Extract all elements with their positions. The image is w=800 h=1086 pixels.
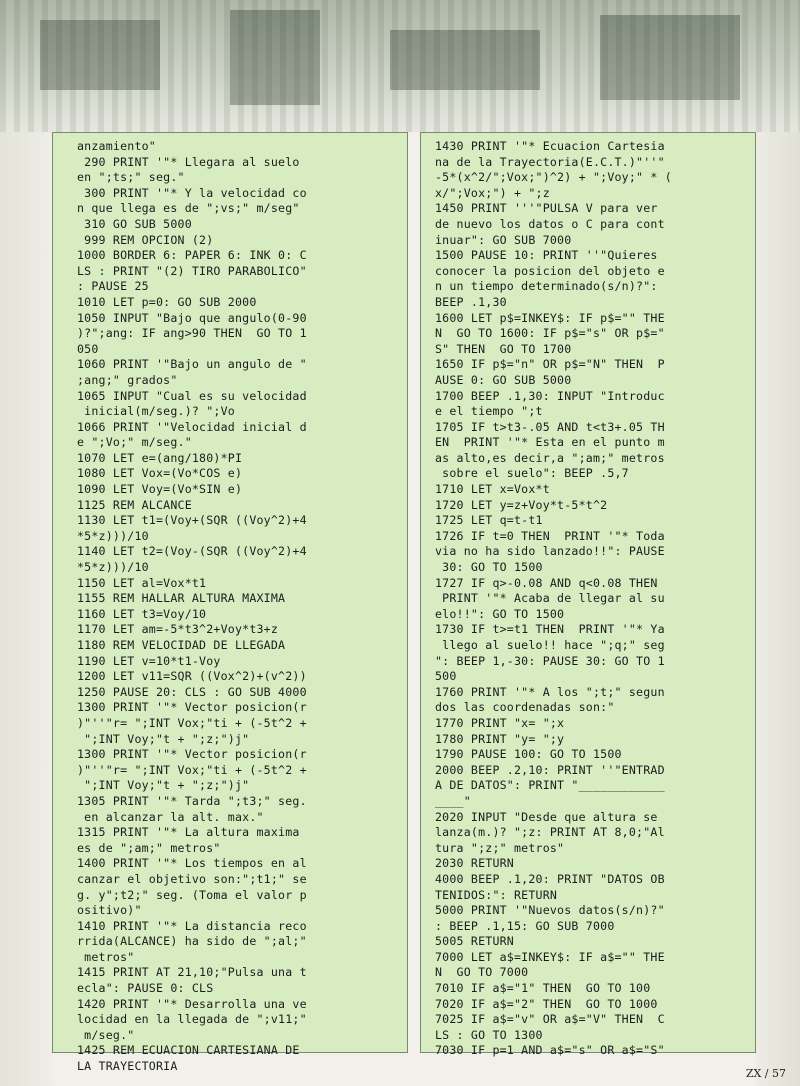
code-line: 999 REM OPCION (2) <box>77 232 214 247</box>
code-line: canzar el objetivo son:";t1;" se <box>77 871 307 886</box>
code-line: inicial(m/seg.)? ";Vo <box>77 404 235 419</box>
code-line: 1125 REM ALCANCE <box>77 497 192 512</box>
code-line: tura ";z;" metros" <box>435 840 565 855</box>
code-line: 1710 LET x=Vox*t <box>435 482 550 497</box>
code-line: inuar": GO SUB 7000 <box>435 232 572 247</box>
code-line: llego al suelo!! hace ";q;" seg <box>435 638 665 652</box>
code-line: 1720 LET y=z+Voy*t-5*t^2 <box>435 497 608 512</box>
code-line: conocer la posicion del objeto e <box>435 263 665 278</box>
code-line: 300 PRINT '"* Y la velocidad co <box>77 185 307 200</box>
background-shape <box>230 10 320 105</box>
code-line: : PAUSE 25 <box>77 279 149 294</box>
code-line: dos las coordenadas son:" <box>435 700 615 715</box>
code-line: 1315 PRINT '"* La altura maxima <box>77 825 300 840</box>
code-line: x/";Vox;") + ";z <box>435 185 550 200</box>
code-line: 1155 REM HALLAR ALTURA MAXIMA <box>77 591 286 606</box>
code-line: BEEP .1,30 <box>435 294 507 309</box>
code-listing-right <box>435 139 672 1059</box>
code-listing-right-column <box>420 132 756 1058</box>
code-line: locidad en la llegada de ";v11;" <box>77 1012 307 1027</box>
code-line: PRINT '"* Acaba de llegar al su <box>435 591 665 606</box>
right-margin-background <box>756 132 800 1086</box>
code-line: anzamiento" <box>77 139 156 153</box>
code-line: 2030 RETURN <box>435 856 514 871</box>
code-line: e el tiempo ";t <box>435 404 543 419</box>
code-line: 1400 PRINT '"* Los tiempos en al <box>77 856 307 871</box>
code-line: A DE DATOS": PRINT "____________ <box>435 778 665 793</box>
code-line: 1080 LET Vox=(Vo*COS e) <box>77 466 243 481</box>
code-line: )"''"r= ";INT Vox;"ti + (-5t^2 + <box>77 715 307 730</box>
code-line: *5*z)))/10 <box>77 560 149 575</box>
code-line: 1150 LET al=Vox*t1 <box>77 575 207 590</box>
code-line: rrida(ALCANCE) ha sido de ";al;" <box>77 934 307 949</box>
code-line: AUSE 0: GO SUB 5000 <box>435 372 572 387</box>
code-line: 1160 LET t3=Voy/10 <box>77 606 207 621</box>
code-line: 7020 IF a$="2" THEN GO TO 1000 <box>435 996 658 1011</box>
code-line: 1420 PRINT '"* Desarrolla una ve <box>77 996 307 1011</box>
code-line: 1500 PAUSE 10: PRINT ''"Quieres <box>435 248 658 263</box>
code-line: en ";ts;" seg." <box>77 170 185 185</box>
code-line: via no ha sido lanzado!!": PAUSE <box>435 544 665 559</box>
code-listing-left <box>77 139 307 1075</box>
code-line: 1060 PRINT '"Bajo un angulo de " <box>77 357 307 372</box>
code-line: 1726 IF t=0 THEN PRINT '"* Toda <box>435 528 665 543</box>
code-line: 1415 PRINT AT 21,10;"Pulsa una t <box>77 965 307 980</box>
code-line: 1300 PRINT '"* Vector posicion(r <box>77 700 307 715</box>
background-shape <box>390 30 540 90</box>
code-line: N GO TO 7000 <box>435 965 529 980</box>
code-line: 1790 PAUSE 100: GO TO 1500 <box>435 747 622 762</box>
code-line: 500 <box>435 669 457 684</box>
code-line: EN PRINT '"* Esta en el punto m <box>435 435 665 450</box>
code-line: LS : PRINT "(2) TIRO PARABOLICO" <box>77 263 307 278</box>
code-line: *5*z)))/10 <box>77 528 149 543</box>
code-line: 1190 LET v=10*t1-Voy <box>77 653 221 668</box>
code-line: 1705 IF t>t3-.05 AND t<t3+.05 TH <box>435 419 665 434</box>
page-number: ZX / 57 <box>745 1067 786 1080</box>
code-line: es de ";am;" metros" <box>77 840 221 855</box>
code-line: de nuevo los datos o C para cont <box>435 216 665 231</box>
code-line: 1140 LET t2=(Voy-(SQR ((Voy^2)+4 <box>77 544 307 559</box>
code-line: 1410 PRINT '"* La distancia reco <box>77 918 307 933</box>
code-line: 1050 INPUT "Bajo que angulo(0-90 <box>77 310 307 325</box>
code-line: e ";Vo;" m/seg." <box>77 435 192 450</box>
code-line: )?";ang: IF ang>90 THEN GO TO 1 <box>77 326 307 341</box>
code-line: S" THEN GO TO 1700 <box>435 341 572 356</box>
code-line: 4000 BEEP .1,20: PRINT "DATOS OB <box>435 871 665 886</box>
code-line: metros" <box>77 949 135 964</box>
code-line: en alcanzar la alt. max." <box>77 809 264 824</box>
left-margin-background <box>0 132 52 1086</box>
code-line: : BEEP .1,15: GO SUB 7000 <box>435 918 615 933</box>
code-line: 1700 BEEP .1,30: INPUT "Introduc <box>435 388 665 403</box>
code-line: TENIDOS:": RETURN <box>435 887 558 902</box>
background-shape <box>40 20 160 90</box>
code-listing-left-column <box>52 132 408 1074</box>
code-line: n un tiempo determinado(s/n)?": <box>435 279 658 294</box>
code-line: 7000 LET a$=INKEY$: IF a$="" THE <box>435 949 665 964</box>
code-line: LS : GO TO 1300 <box>435 1027 543 1042</box>
code-line: 5005 RETURN <box>435 934 514 949</box>
code-line: n que llega es de ";vs;" m/seg" <box>77 201 300 216</box>
code-line: 1130 LET t1=(Voy+(SQR ((Voy^2)+4 <box>77 513 307 528</box>
code-line: 1000 BORDER 6: PAPER 6: INK 0: C <box>77 248 307 263</box>
code-line: 1727 IF q>-0.08 AND q<0.08 THEN <box>435 575 658 590</box>
code-line: 1770 PRINT "x= ";x <box>435 715 565 730</box>
code-line: na de la Trayectoria(E.C.T.)"''" <box>435 154 665 169</box>
code-line: ositivo)" <box>77 903 142 918</box>
code-line: sobre el suelo": BEEP .5,7 <box>435 466 629 481</box>
code-line: 1430 PRINT '"* Ecuacion Cartesia <box>435 139 665 153</box>
code-line: 1065 INPUT "Cual es su velocidad <box>77 388 307 403</box>
code-line: N GO TO 1600: IF p$="s" OR p$=" <box>435 326 665 341</box>
code-line: as alto,es decir,a ";am;" metros <box>435 450 665 465</box>
code-line: 1200 LET v11=SQR ((Vox^2)+(v^2)) <box>77 669 307 684</box>
code-line: m/seg." <box>77 1027 135 1042</box>
code-line: ": BEEP 1,-30: PAUSE 30: GO TO 1 <box>435 653 665 668</box>
code-line: 1090 LET Voy=(Vo*SIN e) <box>77 482 243 497</box>
code-line: 7025 IF a$="v" OR a$="V" THEN C <box>435 1012 665 1027</box>
code-line: 1650 IF p$="n" OR p$="N" THEN P <box>435 357 665 372</box>
code-line: 1425 REM ECUACION CARTESIANA DE <box>77 1043 300 1058</box>
code-line: 1725 LET q=t-t1 <box>435 513 543 528</box>
code-line: 1180 REM VELOCIDAD DE LLEGADA <box>77 638 286 652</box>
code-line: g. y";t2;" seg. (Toma el valor p <box>77 887 307 902</box>
code-line: 1450 PRINT '''"PULSA V para ver <box>435 201 658 216</box>
code-line: ____" <box>435 793 471 808</box>
code-line: ecla": PAUSE 0: CLS <box>77 981 214 996</box>
background-shape <box>600 15 740 100</box>
code-line: -5*(x^2/";Vox;")^2) + ";Voy;" * ( <box>435 170 672 185</box>
code-line: 2000 BEEP .2,10: PRINT ''"ENTRAD <box>435 762 665 777</box>
code-line: 1730 IF t>=t1 THEN PRINT '"* Ya <box>435 622 665 637</box>
code-line: 2020 INPUT "Desde que altura se <box>435 809 658 824</box>
code-line: 1070 LET e=(ang/180)*PI <box>77 450 243 465</box>
code-line: lanza(m.)? ";z: PRINT AT 8,0;"Al <box>435 825 665 840</box>
code-line: 1600 LET p$=INKEY$: IF p$="" THE <box>435 310 665 325</box>
code-line: )"''"r= ";INT Vox;"ti + (-5t^2 + <box>77 762 307 777</box>
code-line: 310 GO SUB 5000 <box>77 216 192 231</box>
code-line: 5000 PRINT '"Nuevos datos(s/n)?" <box>435 903 665 918</box>
code-line: 1170 LET am=-5*t3^2+Voy*t3+z <box>77 622 279 637</box>
code-line: 1250 PAUSE 20: CLS : GO SUB 4000 <box>77 684 307 699</box>
top-photo-background <box>0 0 800 132</box>
code-line: ;ang;" grados" <box>77 372 178 387</box>
code-line: ";INT Voy;"t + ";z;")j" <box>77 731 250 746</box>
code-line: ";INT Voy;"t + ";z;")j" <box>77 778 250 793</box>
code-line: 7010 IF a$="1" THEN GO TO 100 <box>435 981 651 996</box>
code-line: 1300 PRINT '"* Vector posicion(r <box>77 747 307 762</box>
code-line: 7030 IF p=1 AND a$="s" OR a$="S" <box>435 1043 665 1058</box>
code-line: 050 <box>77 341 99 356</box>
code-line: 30: GO TO 1500 <box>435 560 543 575</box>
code-line: 290 PRINT '"* Llegara al suelo <box>77 154 300 169</box>
code-line: 1760 PRINT '"* A los ";t;" segun <box>435 684 665 699</box>
code-line: 1305 PRINT '"* Tarda ";t3;" seg. <box>77 793 307 808</box>
code-line: elo!!": GO TO 1500 <box>435 606 565 621</box>
code-line: 1010 LET p=0: GO SUB 2000 <box>77 294 257 309</box>
code-line: LA TRAYECTORIA <box>77 1059 178 1074</box>
code-line: 1780 PRINT "y= ";y <box>435 731 565 746</box>
code-line: 1066 PRINT '"Velocidad inicial d <box>77 419 307 434</box>
